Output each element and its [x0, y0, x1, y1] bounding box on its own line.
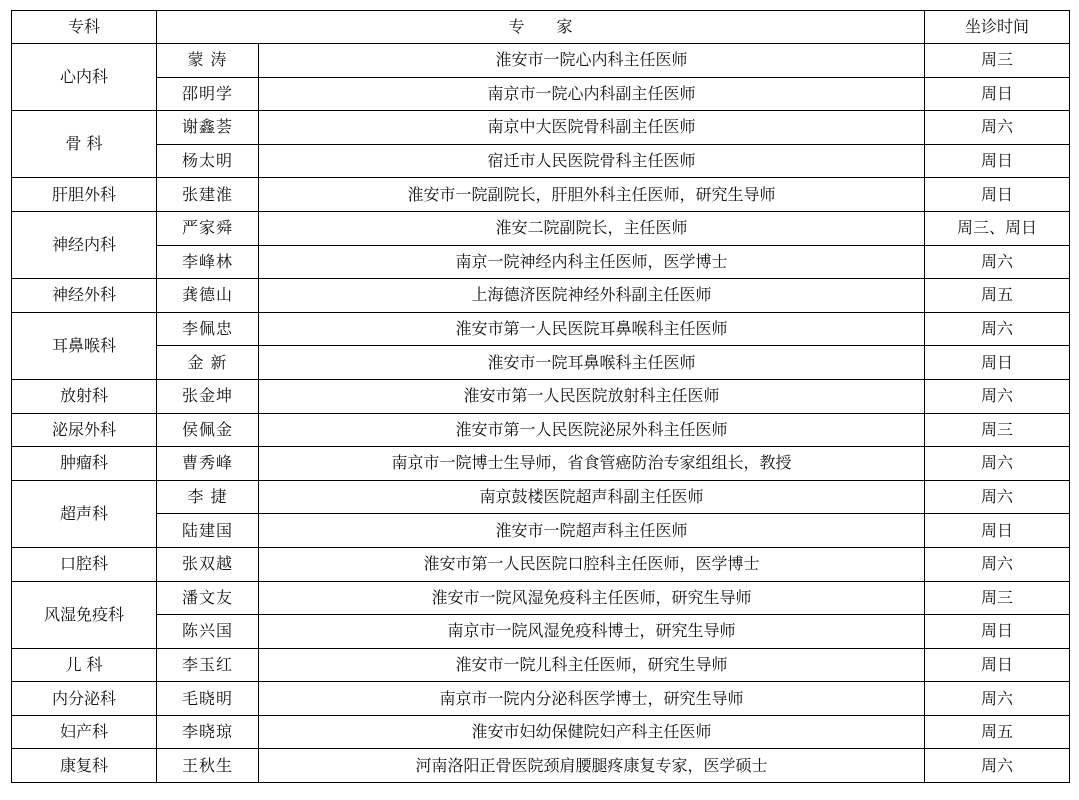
table-row [12, 749, 1070, 783]
department-cell: 风湿免疫科 [12, 581, 157, 648]
expert-title-cell: 南京一院神经内科主任医师，医学博士 [259, 245, 925, 279]
expert-name-cell: 邵明学 [157, 77, 259, 111]
header-time: 坐诊时间 [925, 11, 1070, 44]
expert-title-cell: 宿迁市人民医院骨科主任医师 [259, 144, 925, 178]
clinic-time-cell: 周六 [925, 111, 1070, 145]
table-row [12, 715, 1070, 749]
department-cell: 肿瘤科 [12, 447, 157, 481]
expert-name-cell: 王秋生 [157, 749, 259, 783]
expert-name-cell: 曹秀峰 [157, 447, 259, 481]
department-cell: 内分泌科 [12, 682, 157, 716]
department-cell: 妇产科 [12, 715, 157, 749]
department-cell: 放射科 [12, 379, 157, 413]
clinic-time-cell: 周五 [925, 715, 1070, 749]
header-row [12, 11, 1070, 44]
table-row [12, 346, 1070, 380]
department-cell: 儿 科 [12, 648, 157, 682]
expert-title-cell: 淮安市第一人民医院放射科主任医师 [259, 379, 925, 413]
clinic-time-cell: 周三 [925, 44, 1070, 78]
expert-name-cell: 张金坤 [157, 379, 259, 413]
table-row [12, 245, 1070, 279]
expert-schedule-table [11, 10, 1070, 783]
expert-name-cell: 龚德山 [157, 279, 259, 313]
expert-name-cell: 陆建国 [157, 514, 259, 548]
expert-title-cell: 淮安市一院心内科主任医师 [259, 44, 925, 78]
table-row [12, 514, 1070, 548]
department-cell: 心内科 [12, 44, 157, 111]
clinic-time-cell: 周三、周日 [925, 211, 1070, 245]
expert-name-cell: 严家舜 [157, 211, 259, 245]
clinic-time-cell: 周六 [925, 245, 1070, 279]
expert-title-cell: 淮安市一院儿科主任医师，研究生导师 [259, 648, 925, 682]
expert-name-cell: 金 新 [157, 346, 259, 380]
expert-title-cell: 淮安市第一人民医院口腔科主任医师，医学博士 [259, 547, 925, 581]
table-row [12, 111, 1070, 145]
table-row [12, 178, 1070, 212]
department-cell: 康复科 [12, 749, 157, 783]
expert-name-cell: 蒙 涛 [157, 44, 259, 78]
expert-name-cell: 谢鑫荟 [157, 111, 259, 145]
clinic-time-cell: 周五 [925, 279, 1070, 313]
expert-title-cell: 河南洛阳正骨医院颈肩腰腿疼康复专家，医学硕士 [259, 749, 925, 783]
table-row [12, 413, 1070, 447]
expert-title-cell: 南京市一院内分泌科医学博士，研究生导师 [259, 682, 925, 716]
clinic-time-cell: 周日 [925, 144, 1070, 178]
table-row [12, 211, 1070, 245]
expert-title-cell: 淮安市一院超声科主任医师 [259, 514, 925, 548]
expert-title-cell: 南京市一院博士生导师，省食管癌防治专家组组长，教授 [259, 447, 925, 481]
header-expert: 专 家 [157, 11, 925, 44]
expert-name-cell: 侯佩金 [157, 413, 259, 447]
expert-title-cell: 南京市一院心内科副主任医师 [259, 77, 925, 111]
clinic-time-cell: 周六 [925, 447, 1070, 481]
clinic-time-cell: 周三 [925, 581, 1070, 615]
table-row [12, 312, 1070, 346]
table-row [12, 480, 1070, 514]
table-row [12, 144, 1070, 178]
table-row [12, 547, 1070, 581]
department-cell: 耳鼻喉科 [12, 312, 157, 379]
clinic-time-cell: 周日 [925, 514, 1070, 548]
table-row [12, 447, 1070, 481]
expert-title-cell: 南京中大医院骨科副主任医师 [259, 111, 925, 145]
table-row [12, 581, 1070, 615]
expert-title-cell: 南京鼓楼医院超声科副主任医师 [259, 480, 925, 514]
clinic-time-cell: 周日 [925, 178, 1070, 212]
header-dept: 专科 [12, 11, 157, 44]
clinic-time-cell: 周六 [925, 379, 1070, 413]
clinic-time-cell: 周六 [925, 547, 1070, 581]
expert-name-cell: 张建淮 [157, 178, 259, 212]
table-row [12, 648, 1070, 682]
expert-title-cell: 淮安市一院耳鼻喉科主任医师 [259, 346, 925, 380]
department-cell: 骨 科 [12, 111, 157, 178]
expert-name-cell: 李晓琼 [157, 715, 259, 749]
expert-title-cell: 南京市一院风湿免疫科博士，研究生导师 [259, 615, 925, 649]
clinic-time-cell: 周六 [925, 749, 1070, 783]
department-cell: 肝胆外科 [12, 178, 157, 212]
department-cell: 神经内科 [12, 211, 157, 278]
department-cell: 口腔科 [12, 547, 157, 581]
expert-title-cell: 淮安市一院副院长，肝胆外科主任医师，研究生导师 [259, 178, 925, 212]
expert-name-cell: 张双越 [157, 547, 259, 581]
expert-name-cell: 李峰林 [157, 245, 259, 279]
clinic-time-cell: 周六 [925, 312, 1070, 346]
expert-name-cell: 毛晓明 [157, 682, 259, 716]
clinic-time-cell: 周日 [925, 77, 1070, 111]
table-row [12, 379, 1070, 413]
table-row [12, 615, 1070, 649]
expert-name-cell: 陈兴国 [157, 615, 259, 649]
clinic-time-cell: 周六 [925, 682, 1070, 716]
expert-name-cell: 李玉红 [157, 648, 259, 682]
department-cell: 神经外科 [12, 279, 157, 313]
expert-name-cell: 李 捷 [157, 480, 259, 514]
department-cell: 泌尿外科 [12, 413, 157, 447]
table-row [12, 77, 1070, 111]
expert-title-cell: 淮安市一院风湿免疫科主任医师，研究生导师 [259, 581, 925, 615]
expert-title-cell: 淮安市第一人民医院耳鼻喉科主任医师 [259, 312, 925, 346]
clinic-time-cell: 周日 [925, 346, 1070, 380]
expert-title-cell: 淮安二院副院长，主任医师 [259, 211, 925, 245]
expert-name-cell: 杨太明 [157, 144, 259, 178]
clinic-time-cell: 周日 [925, 615, 1070, 649]
clinic-time-cell: 周六 [925, 480, 1070, 514]
expert-name-cell: 潘文友 [157, 581, 259, 615]
schedule-body [12, 44, 1070, 783]
expert-title-cell: 淮安市妇幼保健院妇产科主任医师 [259, 715, 925, 749]
expert-title-cell: 上海德济医院神经外科副主任医师 [259, 279, 925, 313]
department-cell: 超声科 [12, 480, 157, 547]
table-row [12, 44, 1070, 78]
table-row [12, 682, 1070, 716]
table-row [12, 279, 1070, 313]
expert-title-cell: 淮安市第一人民医院泌尿外科主任医师 [259, 413, 925, 447]
expert-name-cell: 李佩忠 [157, 312, 259, 346]
clinic-time-cell: 周三 [925, 413, 1070, 447]
clinic-time-cell: 周日 [925, 648, 1070, 682]
